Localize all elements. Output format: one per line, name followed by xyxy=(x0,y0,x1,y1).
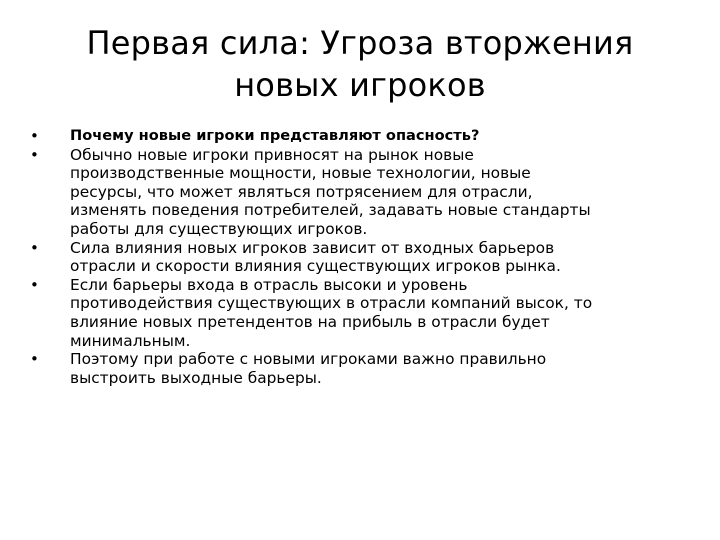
bullet-text-line: изменять поведения потребителей, задавать новые стандарты xyxy=(70,201,591,220)
bullet-text-line: влияние новых претендентов на прибыль в отрасли будет xyxy=(70,312,550,331)
bullet-text-line: • Поэтому при работе с новыми игроками важно правильно xyxy=(70,350,547,369)
bullet-item xyxy=(30,239,704,276)
bullet-item xyxy=(30,146,704,239)
bullet-item xyxy=(30,350,704,387)
bullet-text-line: ресурсы, что может являться потрясением для отрасли, xyxy=(70,182,533,201)
bullet-list xyxy=(30,127,704,387)
bullet-text-line: • Почему новые игроки представляют опасность? xyxy=(70,127,480,144)
bullet-text-line: противодействия существующих в отрасли компаний высок, то xyxy=(70,294,593,313)
bullet-text-line: • Обычно новые игроки привносят на рынок новые xyxy=(70,145,474,164)
bullet-item xyxy=(30,276,704,350)
bullet-text-line: минимальным. xyxy=(70,331,191,350)
bullet-text-line: • Сила влияния новых игроков зависит от входных барьеров xyxy=(70,238,555,257)
bullet-text-line: • Если барьеры входа в отрасль высоки и уровень xyxy=(70,275,468,294)
slide-title-line: Первая сила: Угроза вторжения xyxy=(86,24,634,62)
slide-title xyxy=(70,22,650,106)
bullet-text-line: работы для существующих игроков. xyxy=(70,219,368,238)
bullet-text-line: отрасли и скорости влияния существующих игроков рынка. xyxy=(70,257,561,276)
bullet-text-line: выстроить выходные барьеры. xyxy=(70,368,322,387)
bullet-item xyxy=(30,127,704,146)
bullet-text-line: производственные мощности, новые технологии, новые xyxy=(70,164,531,183)
slide-title-line: новых игроков xyxy=(234,66,486,104)
